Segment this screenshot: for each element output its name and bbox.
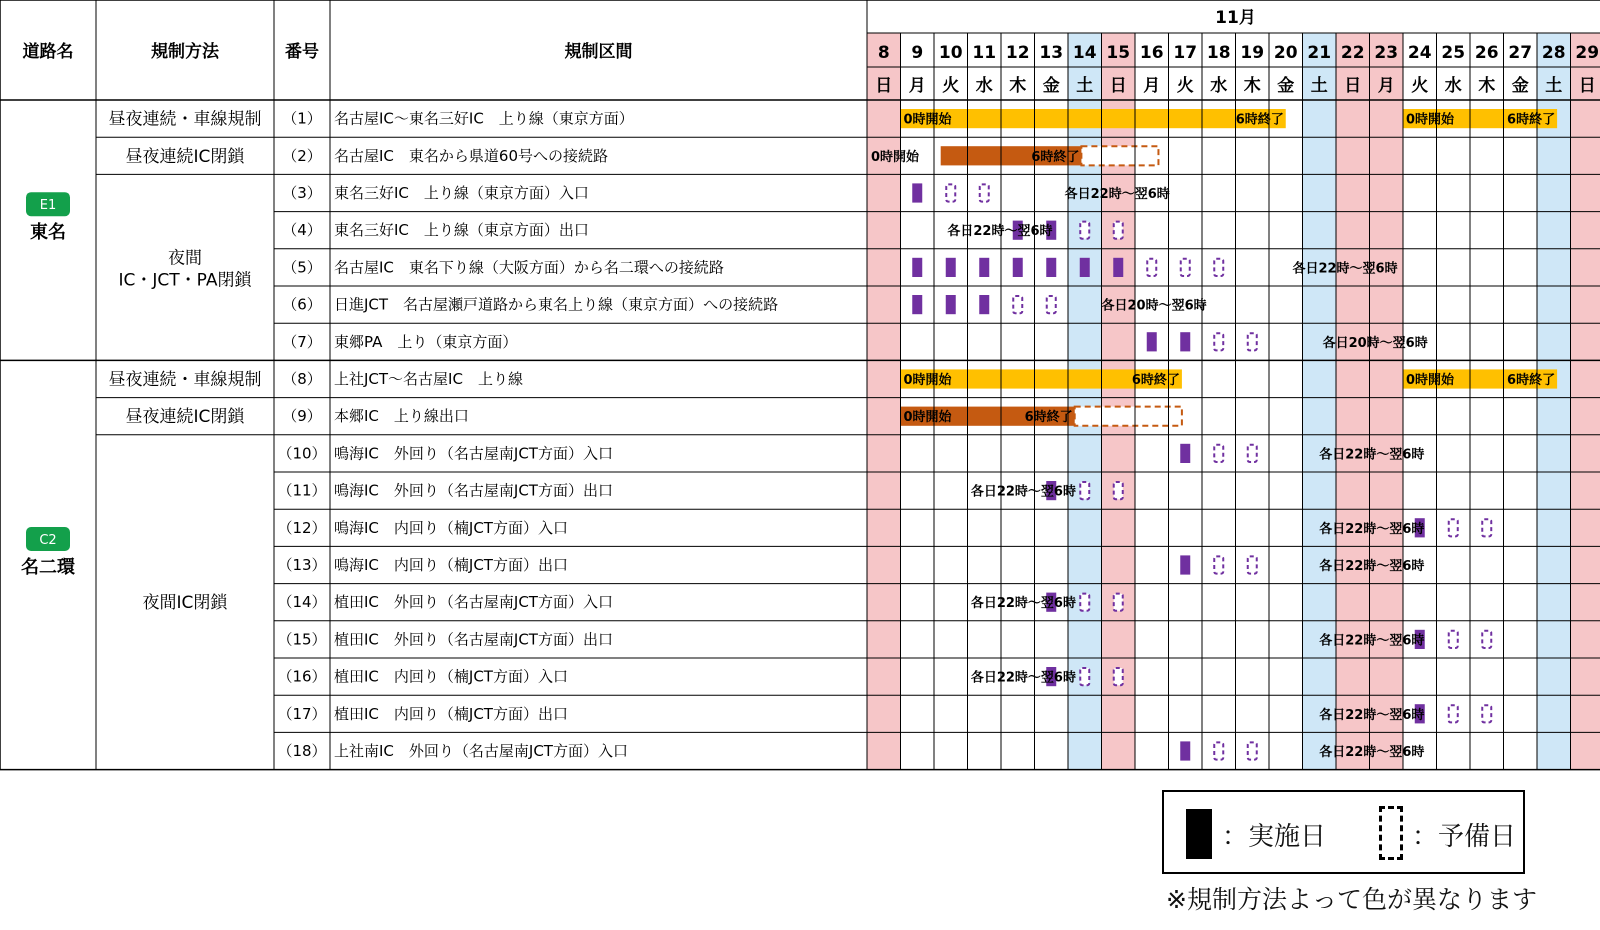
time-note: 各日22時～翌6時 bbox=[970, 670, 1076, 686]
bar-start-label: 0時開始 bbox=[903, 410, 952, 426]
row-number: （14） bbox=[277, 593, 327, 612]
row-section: 名古屋IC～東名三好IC 上り線（東京方面） bbox=[334, 109, 634, 128]
weekday-label: 日 bbox=[875, 76, 893, 96]
row-section: 名古屋IC 東名下り線（大阪方面）から名二環への接続路 bbox=[334, 258, 724, 277]
weekday-label: 日 bbox=[1109, 76, 1127, 96]
weekday-label: 月 bbox=[1143, 76, 1161, 96]
weekday-label: 火 bbox=[1411, 76, 1429, 96]
bar-start-label: 0時開始 bbox=[1406, 373, 1455, 388]
row-section: 上社JCT～名古屋IC 上り線 bbox=[334, 370, 523, 388]
reserve-day-mark bbox=[1214, 556, 1223, 573]
row-section: 植田IC 外回り（名古屋南JCT方面）出口 bbox=[334, 630, 613, 649]
row-section: 鳴海IC 内回り（楠JCT方面）入口 bbox=[334, 518, 568, 537]
footnote: ※規制方法よって色が異なります bbox=[1166, 885, 1537, 914]
reserve-day-mark bbox=[1248, 556, 1257, 573]
night-closure-mark bbox=[946, 258, 956, 277]
day-number: 28 bbox=[1541, 43, 1566, 63]
day-number: 9 bbox=[911, 43, 924, 63]
day-shade-sat bbox=[1537, 33, 1571, 770]
time-note: 各日22時～翌6時 bbox=[970, 596, 1076, 612]
time-note: 各日22時～翌6時 bbox=[1319, 447, 1425, 463]
day-shade-sun bbox=[867, 33, 901, 770]
reserve-day-mark bbox=[1181, 259, 1190, 276]
row-number: （13） bbox=[277, 556, 327, 574]
day-number: 14 bbox=[1072, 43, 1097, 63]
row-number: （2） bbox=[282, 146, 322, 165]
time-note: 各日22時～翌6時 bbox=[1319, 633, 1425, 649]
night-closure-mark bbox=[1147, 332, 1157, 351]
time-note: 各日22時～翌6時 bbox=[970, 484, 1076, 500]
reserve-day-mark bbox=[1214, 259, 1223, 276]
day-shade-sun bbox=[1336, 33, 1370, 770]
time-note: 各日22時～翌6時 bbox=[1319, 745, 1425, 760]
bar-start-label: 0時開始 bbox=[903, 112, 952, 128]
reserve-day-mark bbox=[1449, 705, 1458, 722]
time-note: 各日22時～翌6時 bbox=[947, 224, 1053, 240]
time-note: 各日22時～翌6時 bbox=[1319, 559, 1425, 574]
row-number: （17） bbox=[277, 704, 327, 723]
row-section: 東名三好IC 上り線（東京方面）出口 bbox=[334, 221, 589, 240]
time-note: 各日22時～翌6時 bbox=[1319, 707, 1425, 723]
night-closure-mark bbox=[912, 183, 922, 202]
row-section: 植田IC 内回り（楠JCT方面）出口 bbox=[334, 704, 568, 723]
row-section: 鳴海IC 内回り（楠JCT方面）出口 bbox=[334, 556, 568, 574]
bar-end-label: 6時終了 bbox=[1507, 112, 1556, 128]
night-closure-mark bbox=[912, 295, 922, 314]
reserve-bar bbox=[1081, 146, 1158, 165]
reserve-day-mark bbox=[1147, 259, 1156, 276]
row-section: 植田IC 内回り（楠JCT方面）入口 bbox=[334, 667, 568, 686]
reserve-day-mark bbox=[980, 184, 989, 201]
row-section: 日進JCT 名古屋瀬戸道路から東名上り線（東京方面）への接続路 bbox=[334, 295, 779, 314]
weekday-label: 金 bbox=[1511, 76, 1529, 96]
day-number: 20 bbox=[1273, 43, 1298, 63]
weekday-label: 火 bbox=[942, 76, 960, 96]
day-shade-sun bbox=[1571, 33, 1600, 770]
row-number: （15） bbox=[277, 630, 327, 649]
row-number: （9） bbox=[282, 407, 322, 426]
reserve-day-mark bbox=[946, 184, 955, 201]
reserve-day-mark bbox=[1248, 333, 1257, 350]
day-number: 10 bbox=[938, 43, 963, 63]
row-number: （11） bbox=[277, 481, 327, 500]
row-section: 東郷PA 上り（東京方面） bbox=[334, 332, 518, 351]
bar-end-label: 6時終了 bbox=[1507, 373, 1556, 388]
row-number: （6） bbox=[282, 295, 322, 314]
row-number: （16） bbox=[277, 667, 327, 686]
time-note: 各日20時～翌6時 bbox=[1322, 335, 1428, 351]
reserve-day-mark bbox=[1114, 482, 1123, 499]
bar-end-label: 6時終了 bbox=[1024, 410, 1073, 426]
day-number: 23 bbox=[1374, 43, 1399, 63]
weekday-label: 月 bbox=[908, 76, 926, 96]
day-number: 8 bbox=[877, 43, 890, 63]
night-closure-mark bbox=[979, 258, 989, 277]
row-section: 鳴海IC 外回り（名古屋南JCT方面）出口 bbox=[334, 481, 613, 500]
legend-solid-swatch bbox=[1186, 809, 1212, 859]
weekday-label: 水 bbox=[1210, 76, 1228, 96]
reserve-bar bbox=[1075, 407, 1182, 426]
method-label: 昼夜連続IC閉鎖 bbox=[125, 146, 245, 167]
row-number: （12） bbox=[277, 518, 327, 537]
night-closure-mark bbox=[979, 295, 989, 314]
road-name: 名二環 bbox=[21, 557, 75, 578]
method-label: IC・JCT・PA閉鎖 bbox=[118, 270, 252, 291]
row-section: 東名三好IC 上り線（東京方面）入口 bbox=[334, 184, 589, 202]
night-closure-mark bbox=[1180, 555, 1190, 574]
road-name: 東名 bbox=[30, 222, 66, 244]
method-label: 昼夜連続IC閉鎖 bbox=[125, 407, 245, 428]
row-number: （18） bbox=[277, 742, 327, 760]
method-label: 夜間IC閉鎖 bbox=[142, 593, 228, 614]
bar-end-label: 6時終了 bbox=[1031, 149, 1080, 165]
night-closure-mark bbox=[1046, 258, 1056, 277]
day-shade-sat bbox=[1068, 33, 1102, 770]
legend-solid-label: ：実施日 bbox=[1222, 822, 1327, 852]
reserve-day-mark bbox=[1248, 742, 1257, 759]
night-closure-mark bbox=[1080, 258, 1090, 277]
reserve-day-mark bbox=[1482, 705, 1491, 722]
weekday-label: 木 bbox=[1009, 76, 1027, 96]
weekday-label: 日 bbox=[1578, 76, 1596, 96]
row-number: （1） bbox=[282, 109, 322, 128]
reserve-day-mark bbox=[1214, 742, 1223, 759]
weekday-label: 土 bbox=[1545, 76, 1563, 96]
night-closure-mark bbox=[1113, 258, 1123, 277]
weekday-label: 金 bbox=[1277, 76, 1295, 96]
day-number: 12 bbox=[1005, 43, 1030, 63]
row-number: （3） bbox=[282, 184, 322, 202]
legend bbox=[1162, 790, 1525, 874]
night-closure-mark bbox=[1180, 332, 1190, 351]
weekday-label: 土 bbox=[1076, 76, 1094, 96]
row-number: （5） bbox=[282, 258, 322, 277]
day-number: 11 bbox=[972, 43, 997, 63]
bar-end-label: 6時終了 bbox=[1235, 112, 1284, 128]
schedule-bar bbox=[901, 109, 1286, 128]
day-number: 21 bbox=[1307, 43, 1332, 63]
header-section: 規制区間 bbox=[564, 42, 633, 62]
day-number: 27 bbox=[1508, 43, 1533, 63]
method-label: 夜間 bbox=[168, 248, 202, 269]
night-closure-mark bbox=[1180, 444, 1190, 463]
row-number: （4） bbox=[282, 221, 322, 240]
reserve-day-mark bbox=[1013, 296, 1022, 313]
reserve-day-mark bbox=[1449, 519, 1458, 536]
bar-start-label: 0時開始 bbox=[903, 373, 952, 388]
weekday-label: 木 bbox=[1243, 76, 1261, 96]
legend-dashed-swatch bbox=[1379, 806, 1403, 860]
row-section: 上社南IC 外回り（名古屋南JCT方面）入口 bbox=[334, 742, 628, 760]
weekday-label: 日 bbox=[1344, 76, 1362, 96]
method-label: 昼夜連続・車線規制 bbox=[108, 370, 262, 390]
reserve-day-mark bbox=[1080, 668, 1089, 685]
route-badge-text: E1 bbox=[39, 198, 57, 214]
day-number: 24 bbox=[1407, 43, 1432, 63]
header-method: 規制方法 bbox=[151, 42, 219, 62]
weekday-label: 木 bbox=[1478, 76, 1496, 96]
row-section: 鳴海IC 外回り（名古屋南JCT方面）入口 bbox=[334, 444, 613, 463]
header-number: 番号 bbox=[285, 42, 319, 62]
reserve-day-mark bbox=[1114, 668, 1123, 685]
weekday-label: 火 bbox=[1176, 76, 1194, 96]
day-number: 13 bbox=[1039, 43, 1064, 63]
reserve-day-mark bbox=[1080, 594, 1089, 611]
route-badge-text: C2 bbox=[39, 533, 57, 548]
bar-start-label: 0時開始 bbox=[1406, 112, 1455, 128]
day-number: 25 bbox=[1441, 43, 1466, 63]
weekday-label: 土 bbox=[1310, 76, 1328, 96]
reserve-day-mark bbox=[1114, 594, 1123, 611]
time-note: 各日20時～翌6時 bbox=[1101, 298, 1207, 314]
reserve-day-mark bbox=[1248, 445, 1257, 462]
day-shade-sun bbox=[1102, 33, 1136, 770]
weekday-label: 水 bbox=[975, 76, 993, 96]
day-number: 16 bbox=[1139, 43, 1164, 63]
weekday-label: 水 bbox=[1444, 76, 1462, 96]
day-number: 26 bbox=[1474, 43, 1499, 63]
day-number: 18 bbox=[1206, 43, 1231, 63]
reserve-day-mark bbox=[1482, 631, 1491, 648]
reserve-day-mark bbox=[1080, 222, 1089, 239]
reserve-day-mark bbox=[1047, 296, 1056, 313]
night-closure-mark bbox=[912, 258, 922, 277]
reserve-day-mark bbox=[1449, 631, 1458, 648]
day-number: 15 bbox=[1106, 43, 1131, 63]
reserve-day-mark bbox=[1214, 445, 1223, 462]
reserve-day-mark bbox=[1114, 222, 1123, 239]
reserve-day-mark bbox=[1482, 519, 1491, 536]
night-closure-mark bbox=[1013, 258, 1023, 277]
time-note: 各日22時～翌6時 bbox=[1064, 187, 1170, 202]
legend-dashed-label: ：予備日 bbox=[1412, 822, 1517, 852]
row-section: 名古屋IC 東名から県道60号への接続路 bbox=[334, 146, 608, 165]
weekday-label: 月 bbox=[1377, 76, 1395, 96]
reserve-day-mark bbox=[1080, 482, 1089, 499]
weekday-label: 金 bbox=[1042, 76, 1060, 96]
time-note: 各日22時～翌6時 bbox=[1319, 521, 1425, 537]
bar-start-label: 0時開始 bbox=[871, 149, 920, 165]
night-closure-mark bbox=[1180, 741, 1190, 760]
row-number: （10） bbox=[277, 444, 327, 463]
bar-end-label: 6時終了 bbox=[1131, 373, 1180, 388]
day-number: 17 bbox=[1173, 43, 1198, 63]
day-number: 29 bbox=[1575, 43, 1600, 63]
row-number: （8） bbox=[282, 370, 322, 388]
night-closure-mark bbox=[946, 295, 956, 314]
header-road: 道路名 bbox=[22, 42, 74, 62]
time-note: 各日22時～翌6時 bbox=[1292, 261, 1398, 277]
header-month: 11月 bbox=[1215, 8, 1256, 28]
reserve-day-mark bbox=[1214, 333, 1223, 350]
day-shade-sun bbox=[1370, 33, 1404, 770]
day-number: 22 bbox=[1340, 43, 1365, 63]
day-shade-sat bbox=[1303, 33, 1337, 770]
method-label: 昼夜連続・車線規制 bbox=[108, 109, 262, 130]
day-number: 19 bbox=[1240, 43, 1265, 63]
row-number: （7） bbox=[282, 332, 322, 351]
row-section: 植田IC 外回り（名古屋南JCT方面）入口 bbox=[334, 593, 613, 612]
row-section: 本郷IC 上り線出口 bbox=[334, 407, 469, 426]
